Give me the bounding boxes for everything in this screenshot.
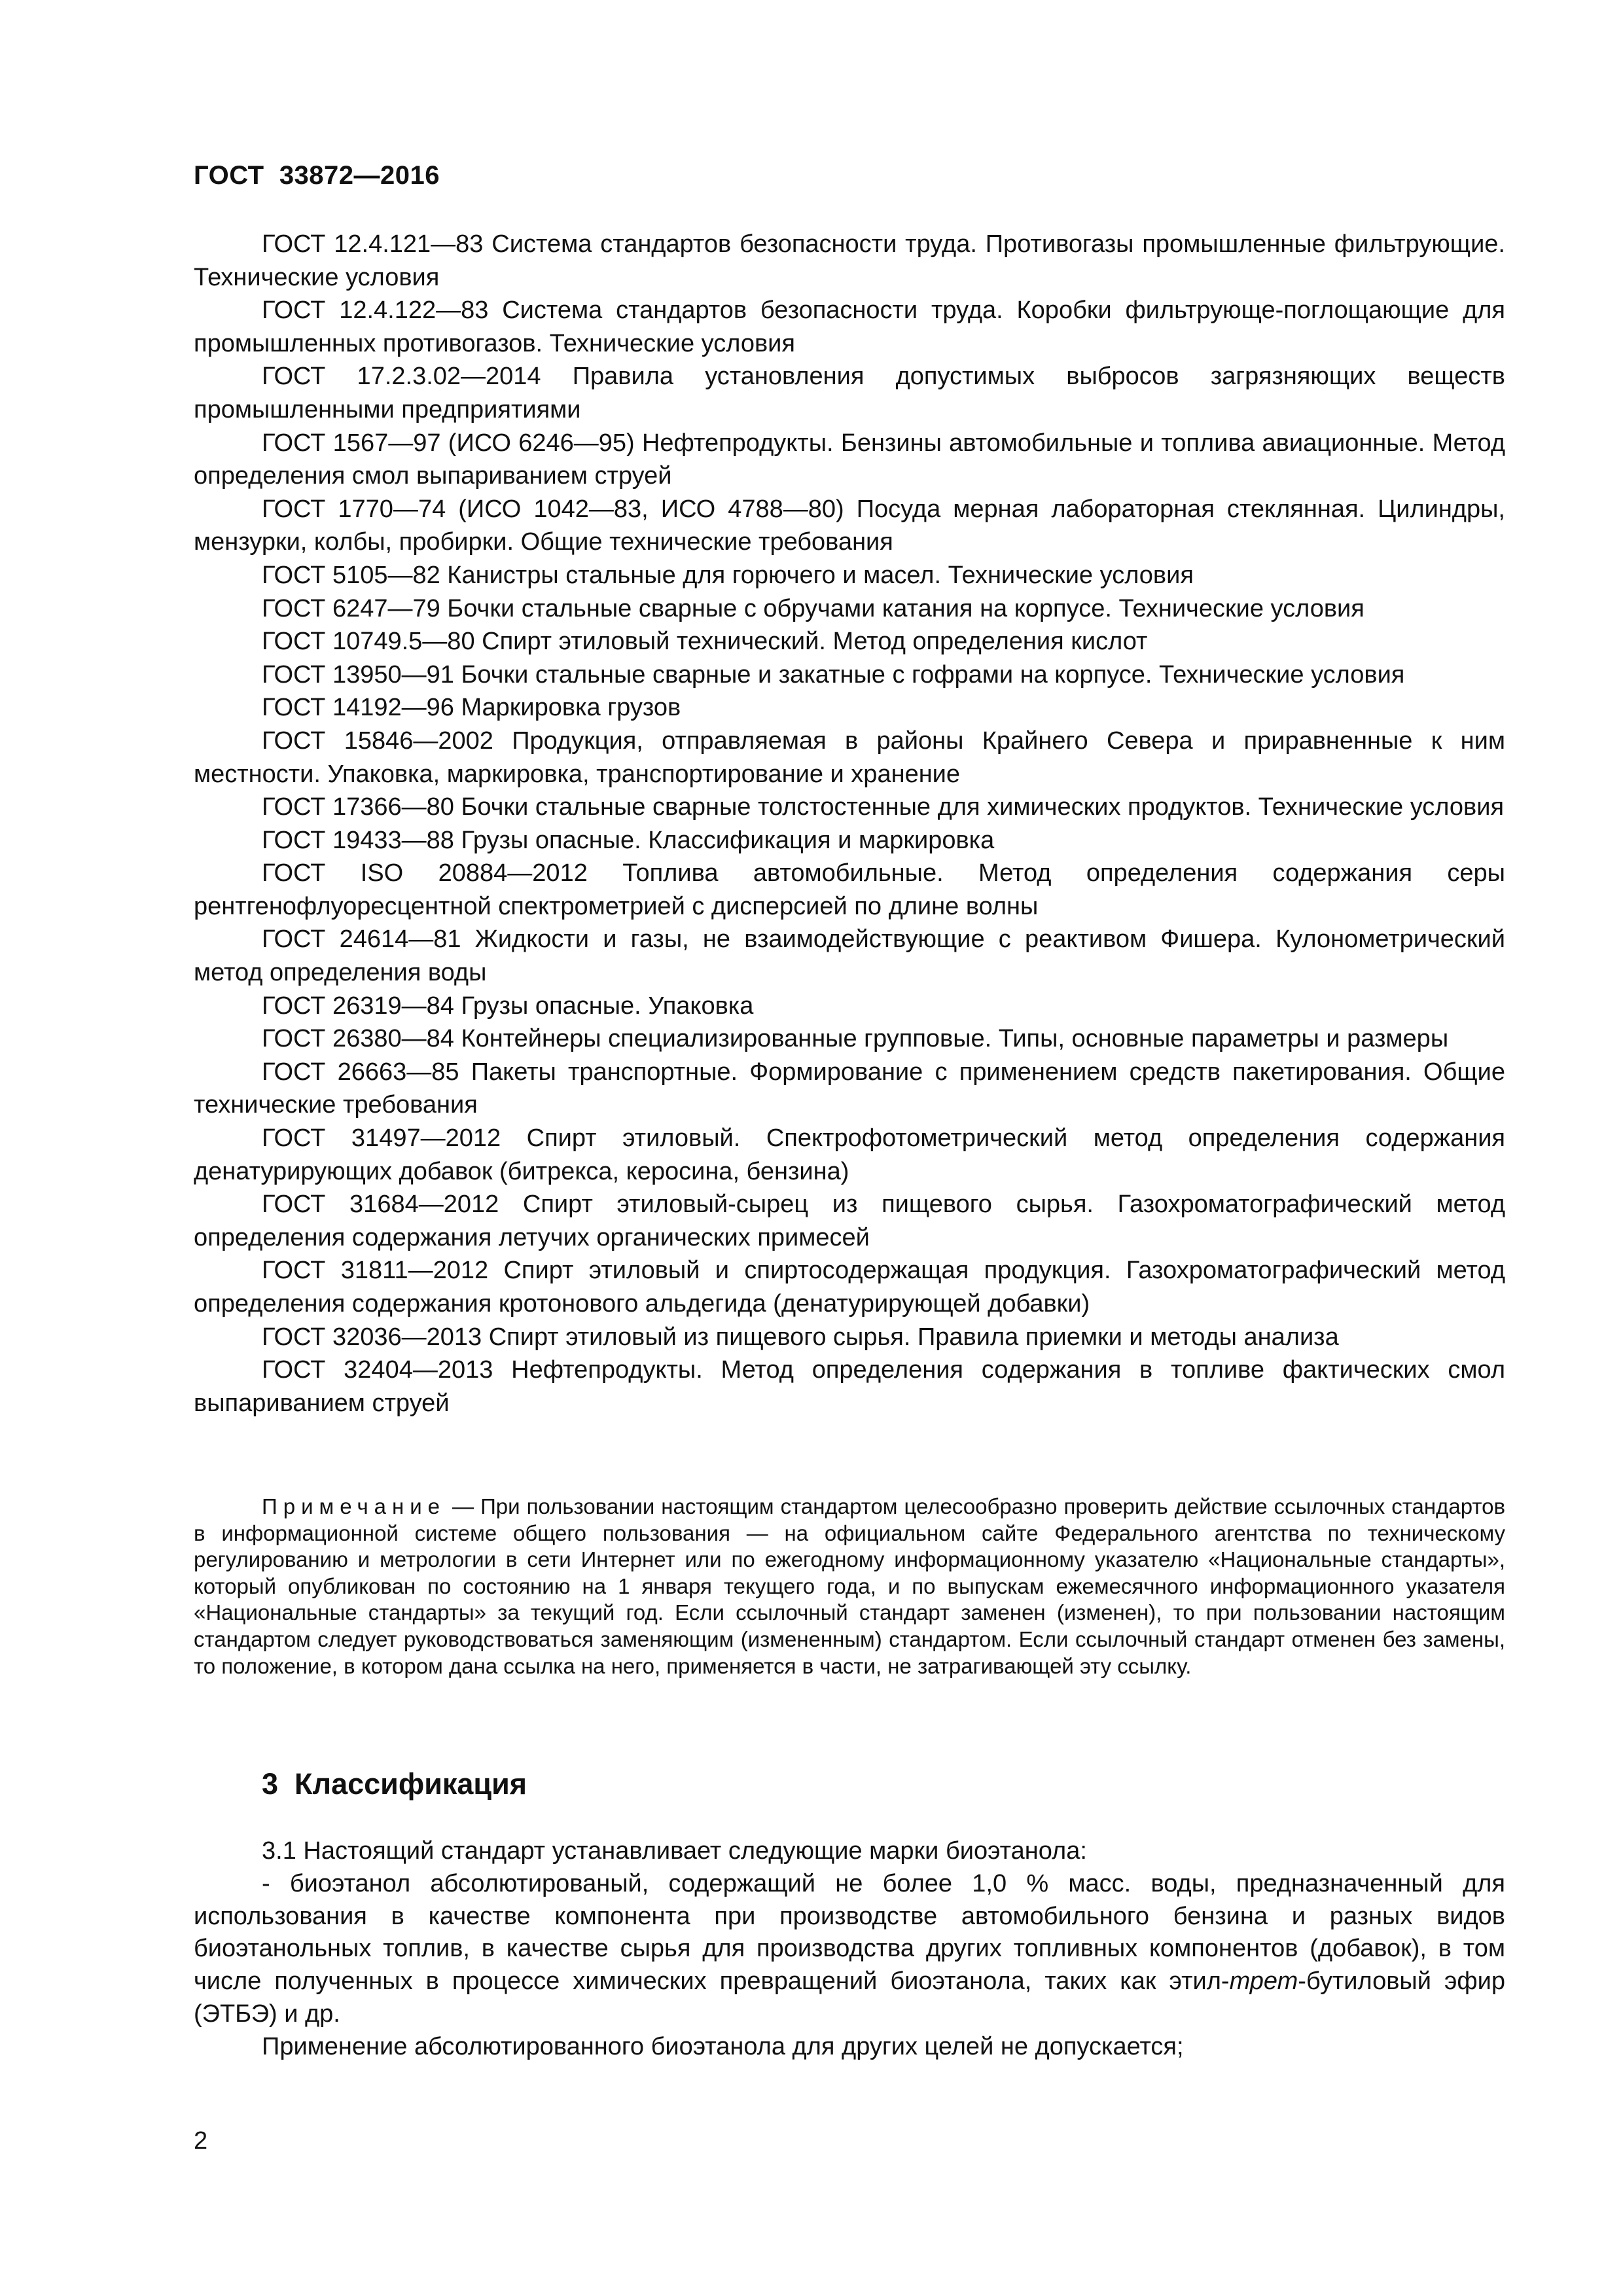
reference-item: ГОСТ 24614—81 Жидкости и газы, не взаимодействующие с реактивом Фишера. Кулонометрический метод определения воды — [194, 925, 1505, 987]
grade-text-italic: трет — [1229, 1967, 1298, 1996]
reference-item: ГОСТ 17366—80 Бочки стальные сварные толстостенные для химических продуктов. Технические условия — [262, 793, 1505, 821]
normative-references-list — [194, 228, 1505, 1420]
reference-item: ГОСТ 12.4.121—83 Система стандартов безопасности труда. Противогазы промышленные фильтрующие. Технические условия — [194, 230, 1505, 291]
bioethanol-grade-item — [194, 1868, 1505, 2031]
note-dash: — — [446, 1494, 481, 1518]
note-label: Примечание — [262, 1494, 446, 1518]
reference-item: ГОСТ 32404—2013 Нефтепродукты. Метод определения содержания в топливе фактических смол выпариванием струей — [194, 1356, 1505, 1417]
reference-item: ГОСТ 14192—96 Маркировка грузов — [262, 694, 681, 722]
reference-item: ГОСТ 26380—84 Контейнеры специализированные групповые. Типы, основные параметры и размеры — [262, 1025, 1449, 1053]
reference-item: ГОСТ 10749.5—80 Спирт этиловый технический. Метод определения кислот — [262, 628, 1148, 656]
document-header: ГОСТ 33872—2016 — [194, 161, 440, 190]
note-text: При пользовании настоящим стандартом целесообразно проверить действие ссылочных стандартов в информационной системе общего пользования — на официальном сайте Федерального агентства по техническому регулированию и метрологии в сети Интернет или по ежегодному информационному указателю «Национальные стандарты», который опубликован по состоянию на 1 января текущего года, и по выпускам ежемесячного информационного указателя «Национальные стандарты» за текущий год. Если ссылочный стандарт заменен (изменен), то при пользовании настоящим стандартом следует руководствоваться заменяющим (измененным) стандартом. Если ссылочный стандарт отменен без замены, то положение, в котором дана ссылка на него, применяется в части, не затрагивающей эту ссылку. — [194, 1494, 1505, 1678]
clause-3-1: 3.1 Настоящий стандарт устанавливает следующие марки биоэтанола: — [262, 1837, 1087, 1865]
reference-item: ГОСТ ISO 20884—2012 Топлива автомобильные. Метод определения содержания серы рентгенофлуоресцентной спектрометрией с дисперсией по длине волны — [194, 859, 1505, 920]
reference-item: ГОСТ 26663—85 Пакеты транспортные. Формирование с применением средств пакетирования. Общие технические требования — [194, 1058, 1505, 1119]
reference-item: ГОСТ 6247—79 Бочки стальные сварные с обручами катания на корпусе. Технические условия — [262, 594, 1364, 622]
section-3-body — [194, 1835, 1505, 2064]
reference-item: ГОСТ 31497—2012 Спирт этиловый. Спектрофотометрический метод определения содержания денатурирующих добавок (битрекса, керосина, бензина) — [194, 1124, 1505, 1185]
page-number: 2 — [194, 2127, 208, 2155]
grade-text-after: -бутиловый эфир (ЭТБЭ) и др. — [194, 1967, 1505, 2028]
reference-item: ГОСТ 31811—2012 Спирт этиловый и спиртосодержащая продукция. Газохроматографический метод определения содержания кротонового альдегида (денатурирующей добавки) — [194, 1257, 1505, 1318]
reference-item: ГОСТ 15846—2002 Продукция, отправляемая в районы Крайнего Севера и приравненные к ним местности. Упаковка, маркировка, транспортирование и хранение — [194, 726, 1505, 788]
usage-restriction: Применение абсолютированного биоэтанола для других целей не допускается; — [262, 2032, 1184, 2060]
reference-item: ГОСТ 13950—91 Бочки стальные сварные и закатные с гофрами на корпусе. Технические условия — [262, 660, 1405, 689]
reference-item: ГОСТ 19433—88 Грузы опасные. Классификация и маркировка — [262, 826, 995, 854]
section-3-title: 3 Классификация — [262, 1767, 527, 1801]
reference-item: ГОСТ 5105—82 Канистры стальные для горючего и масел. Технические условия — [262, 561, 1194, 589]
reference-item: ГОСТ 12.4.122—83 Система стандартов безопасности труда. Коробки фильтрующе-поглощающие для промышленных противогазов. Технические условия — [194, 296, 1505, 357]
reference-item: ГОСТ 1567—97 (ИСО 6246—95) Нефтепродукты. Бензины автомобильные и топлива авиационные. Метод определения смол выпариванием струей — [194, 429, 1505, 490]
note-paragraph — [194, 1494, 1505, 1679]
reference-item: ГОСТ 26319—84 Грузы опасные. Упаковка — [262, 992, 754, 1020]
reference-item: ГОСТ 32036—2013 Спирт этиловый из пищевого сырья. Правила приемки и методы анализа — [262, 1323, 1339, 1351]
note-block — [194, 1494, 1505, 1679]
grade-text-before: - биоэтанол абсолютированый, содержащий не более 1,0 % масс. воды, предназначенный для использования в качестве компонента при производстве автомобильного бензина и разных видов биоэтанольных топлив, в качестве сырья для производства других топливных компонентов (добавок), в том числе полученных в процессе химических превращений биоэтанола, таких как этил- — [194, 1869, 1505, 1996]
reference-item: ГОСТ 17.2.3.02—2014 Правила установления допустимых выбросов загрязняющих веществ промышленными предприятиями — [194, 363, 1505, 423]
reference-item: ГОСТ 1770—74 (ИСО 1042—83, ИСО 4788—80) Посуда мерная лабораторная стеклянная. Цилиндры, мензурки, колбы, пробирки. Общие технические требования — [194, 495, 1505, 556]
reference-item: ГОСТ 31684—2012 Спирт этиловый-сырец из пищевого сырья. Газохроматографический метод определения содержания летучих органических примесей — [194, 1191, 1505, 1251]
